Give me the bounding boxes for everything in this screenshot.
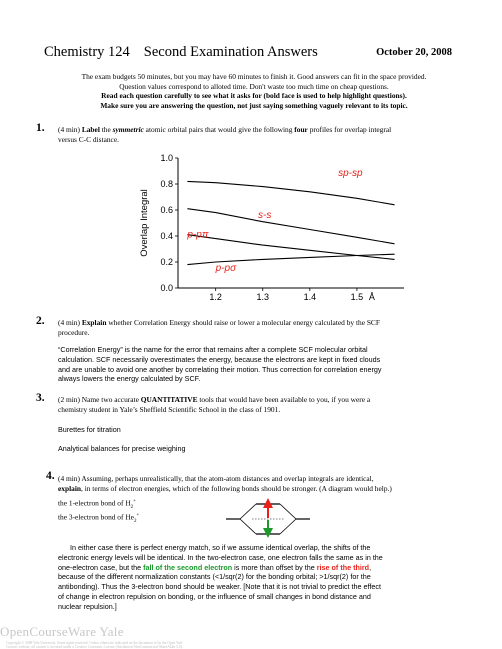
answer-3-line1: Burettes for titration	[58, 425, 121, 434]
y-tick-label: 1.0	[160, 153, 173, 163]
y-tick-label: 0.6	[160, 205, 173, 215]
series-label-4: p-pσ	[215, 263, 237, 275]
exam-instructions	[30, 72, 478, 110]
text: the	[99, 125, 113, 134]
text: tools that would have been available to you, if you were a	[197, 395, 371, 404]
fall-arrow-icon	[263, 528, 273, 538]
answer-line: In either case there is perfect energy match, so if we assume identical overlap, the shifts of the	[70, 543, 371, 552]
keyword: symmetric	[112, 125, 144, 134]
answer-line: calculation. SCF necessarily overestimates the energy, because the electrons are kept in fixed clouds	[58, 354, 381, 364]
answer-line: of change in electron repulsion on bonding, or the influence of small changes in bond distance and	[58, 591, 371, 601]
question-number: 2.	[36, 315, 45, 327]
answer-line: because of the different normalization constants (<1/sqr(2) for the bonding orbital; >1/sqr(2) for the	[58, 572, 371, 582]
keyword: Explain	[81, 318, 107, 327]
series-line-1	[187, 181, 394, 204]
keyword: QUANTITATIVE	[140, 395, 198, 404]
text: , in terms of electron energies, which of the following bonds should be stronger. (A diagram would help.)	[81, 483, 392, 493]
series-label-3: p-pπ	[187, 229, 209, 241]
copyright-notice	[6, 641, 326, 649]
series-label-2: s-s	[258, 209, 272, 221]
y-axis-label: Overlap Integral	[139, 189, 150, 257]
text: the 3-electron bond of He	[58, 512, 134, 522]
points: (2 min) Name two accurate	[58, 395, 141, 404]
keyword: explain	[58, 483, 81, 493]
instruction-line: Read each question carefully to see what it asks for (bold face is used to help highlight questions).	[101, 91, 407, 101]
superscript: +	[133, 499, 136, 504]
correlation-line	[280, 519, 296, 534]
correlation-line	[240, 504, 256, 519]
x-tick-label: 1.2	[209, 292, 222, 302]
x-tick-label: 1.5	[350, 292, 364, 302]
answer-3-line2: Analytical balances for precise weighing	[58, 444, 186, 453]
rise-arrow-icon	[263, 498, 273, 508]
question-3-text	[58, 395, 478, 415]
answer-line: always lowers the energy calculated by SCF.	[58, 374, 201, 384]
text: versus C-C distance.	[58, 134, 119, 144]
mo-energy-diagram	[226, 496, 310, 542]
copyright-line: Copyright © 2008 Yale University. Some rights reserved. Unless otherwise indicated on the document or by the Open Yale	[6, 641, 183, 645]
keyword: four	[294, 125, 308, 134]
correlation-line	[240, 519, 256, 534]
chart-axes	[139, 153, 404, 302]
text: the 1-electron bond of H	[58, 498, 131, 508]
points: (4 min)	[58, 125, 82, 134]
question-2-text	[58, 318, 478, 338]
page-title	[44, 44, 318, 61]
text: ,	[369, 562, 372, 572]
text: whether Correlation Energy should raise or lower a molecular energy calculated by the SCF	[106, 318, 380, 327]
answer-line: antibonding). Thus the 3-electron bond should be weaker. [Note that it is not trivial to predict the effect	[58, 582, 381, 592]
answer-line: “Correlation Energy” is the name for the error that remains after a complete SCF molecular orbital	[58, 345, 368, 354]
text: profiles for overlap integral	[307, 125, 392, 134]
x-tick-label: 1.3	[256, 292, 270, 302]
copyright-line: Courses website, all content is licensed under a Creative Commons License (Attribution-NonCommercial-ShareAlike 3.0).	[6, 645, 183, 649]
text: (4 min) Assuming, perhaps unrealistically, that the atom-atom distances and overlap integrals are identical,	[58, 474, 374, 483]
question-number: 3.	[36, 392, 45, 404]
text: one-electron case, but the	[58, 562, 144, 572]
highlight-green: fall of the second electron	[143, 562, 233, 572]
question-1-text	[58, 125, 478, 145]
course-name: Chemistry 124	[44, 44, 130, 60]
text: procedure.	[58, 327, 90, 337]
series-label-1: sp-sp	[338, 168, 363, 180]
x-unit-label: Å	[368, 292, 375, 302]
correlation-line	[280, 504, 296, 519]
subscript: 2	[133, 518, 137, 524]
question-number: 4.	[46, 470, 55, 482]
answer-line	[58, 563, 498, 573]
superscript: +	[136, 513, 140, 518]
text: atomic orbital pairs that would give the following	[143, 125, 295, 134]
overlap-integral-chart	[136, 150, 416, 302]
answer-2	[58, 345, 488, 384]
y-tick-label: 0.0	[160, 283, 173, 293]
answer-line: electronic energy levels will be identical. In the two-electron case, one electron falls the same as in the	[58, 552, 383, 562]
instruction-line: The exam budgets 50 minutes, but you may have 60 minutes to finish it. Good answers can fit in the space provided.	[81, 72, 427, 81]
ocw-watermark: OpenCourseWare Yale	[0, 624, 124, 639]
instruction-line: Question values correspond to alloted time. Don't waste too much time on cheap questions.	[119, 81, 389, 91]
x-tick-label: 1.4	[303, 292, 317, 302]
keyword: Label	[81, 125, 100, 134]
y-tick-label: 0.4	[160, 231, 173, 241]
highlight-red: rise of the third	[316, 562, 370, 572]
exam-date: October 20, 2008	[376, 47, 452, 58]
question-4-text	[58, 474, 488, 494]
y-tick-label: 0.8	[160, 179, 173, 189]
subscript: 2	[130, 504, 134, 510]
chart-labels	[186, 168, 363, 274]
bond-2	[58, 511, 139, 527]
text: is more than offset by the	[232, 562, 317, 572]
answer-line: nuclear repulsion.]	[58, 601, 117, 611]
exam-name: Second Examination Answers	[143, 44, 318, 60]
question-number: 1.	[36, 122, 45, 134]
chart-series	[187, 181, 394, 264]
answer-line: and are unable to avoid one another by correlating their motion. Thus correction for correlation energy	[58, 364, 382, 374]
text: chemistry student in Yale’s Sheffield Scientific School in the class of 1901.	[58, 404, 281, 414]
instruction-line: Make sure you are answering the question, not just saying something vaguely relevant to its topic.	[100, 100, 408, 110]
points: (4 min)	[58, 318, 82, 327]
answer-4	[58, 543, 498, 612]
y-tick-label: 0.2	[160, 257, 173, 267]
